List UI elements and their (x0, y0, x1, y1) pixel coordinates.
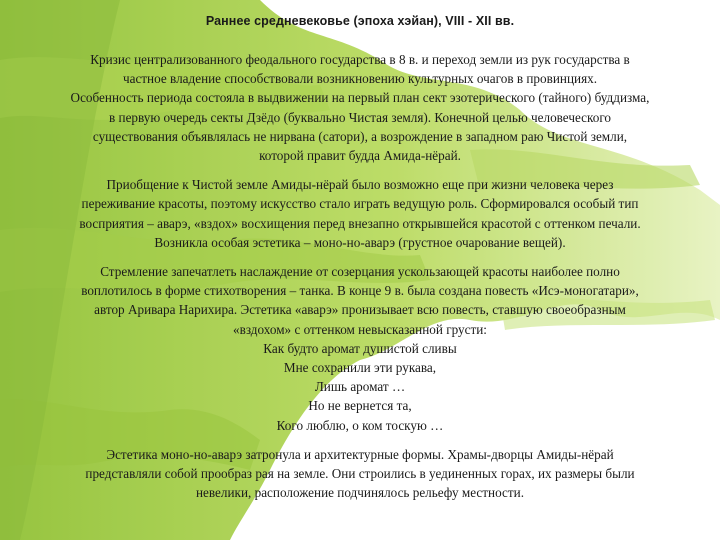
text-line: существования объявлялась не нирвана (сатори), а возрождение в западном раю Чистой земли, (92, 128, 628, 144)
poem-line: Лишь аромат … (314, 379, 406, 395)
text-line: Эстетика моно-но-аварэ затронула и архитектурные формы. Храмы-дворцы Амиды-нёрай (106, 446, 614, 462)
text-line: воплотилось в форме стихотворения – танка. В конце 9 в. была создана повесть «Исэ-моногатари», (81, 283, 639, 299)
text-line: Приобщение к Чистой земле Амиды-нёрай было возможно еще при жизни человека через (106, 177, 614, 193)
page-title: Раннее средневековье (эпоха хэйан), VIII - XII вв. (205, 14, 515, 28)
text-line: которой правит будда Амида-нёрай. (259, 148, 461, 164)
text-line: Стремление запечатлеть наслаждение от созерцания ускользающей красоты наиболее полно (100, 264, 620, 280)
text-line: в первую очередь секты Дзёдо (буквально Чистая земля). Конечной целью человеческого (108, 109, 612, 125)
text-line: Кризис централизованного феодального государства в 8 в. и переход земли из рук государства в (90, 52, 630, 67)
text-line: «вздохом» с оттенком невысказанной грусти: (233, 321, 487, 337)
paragraph-2 (4, 175, 716, 252)
paragraph-1 (4, 50, 716, 165)
text-line: частное владение способствовали возникновению культурных очагов в провинциях. (122, 71, 598, 87)
poem-line: Как будто аромат душистой сливы (263, 340, 457, 356)
paragraph-4 (4, 445, 716, 503)
text-line: невелики, расположение подчинялось рельефу местности. (195, 485, 524, 501)
text-line: переживание красоты, поэтому искусство стало играть ведущую роль. Сформировался особый тип (81, 196, 639, 212)
tanka-poem (4, 339, 716, 435)
text-line: Особенность периода состояла в выдвижении на первый план сект эзотерического (тайного) буддизма, (70, 90, 650, 106)
poem-line: Мне сохранили эти рукава, (283, 360, 437, 376)
poem-line: Но не вернется та, (308, 398, 412, 414)
paragraph-3 (4, 262, 716, 339)
poem-line: Кого люблю, о ком тоскую … (276, 417, 444, 433)
text-line: представляли собой прообраз рая на земле. Они строились в уединенных горах, их размеры были (85, 466, 635, 482)
text-line: автор Аривара Нарихира. Эстетика «аварэ» пронизывает всю повесть, ставшую своеобразным (94, 302, 626, 318)
text-line: восприятия – аварэ, «вздох» восхищения перед внезапно открывшейся красотой с оттенком печали. (79, 215, 641, 231)
text-line: Возникла особая эстетика – моно-но-аварэ (грустное очарование вещей). (154, 234, 566, 250)
